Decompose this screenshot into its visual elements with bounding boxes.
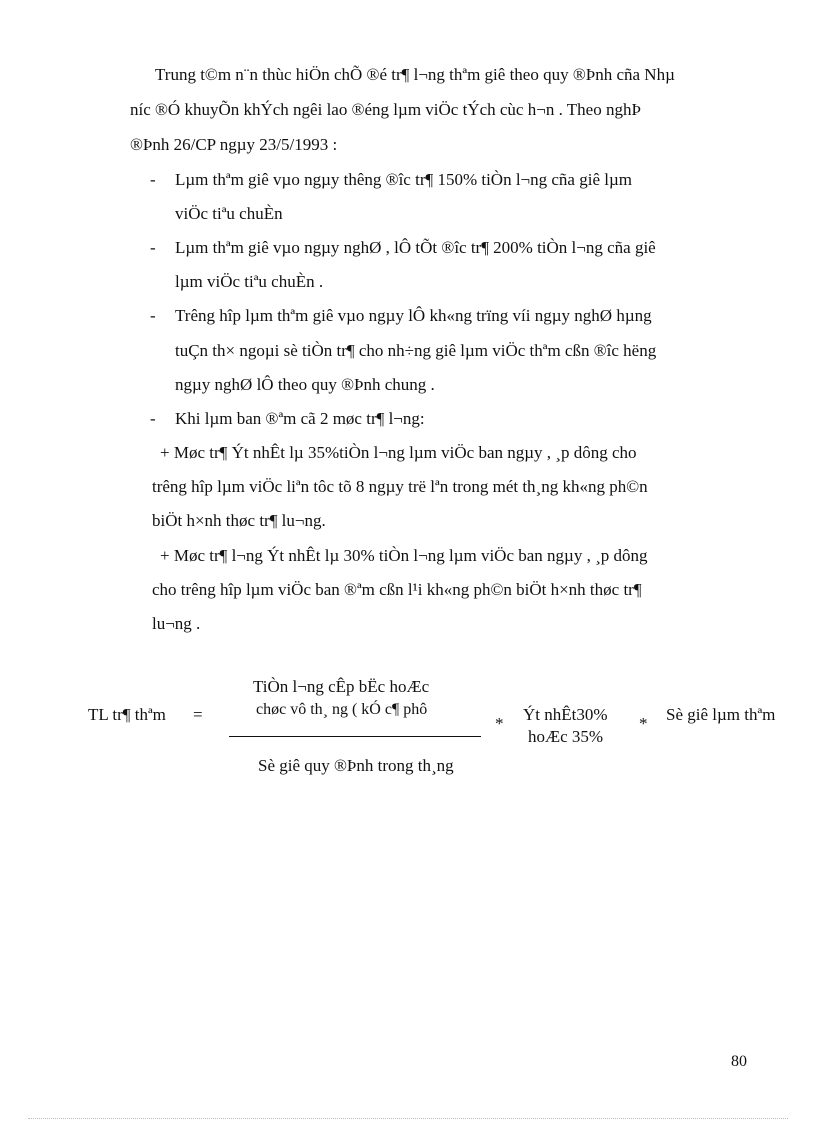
bullet-dash: - (150, 409, 156, 428)
formula-lhs: TL tr¶ thªm (88, 705, 166, 724)
bullet-dash: - (150, 170, 156, 189)
plus-1-line-1: + Møc tr¶ Ýt nhÊt lµ 35%tiÒn l¬ng lµm viÖc ban ngµy , ¸p dông cho (160, 443, 637, 462)
formula-times-1: * (495, 714, 504, 733)
formula-times-2: * (639, 714, 648, 733)
bullet-3-line-2: tuÇn th× ngoµi sè tiÒn tr¶ cho nh÷ng giê lµm viÖc thªm cßn ®îc hëng (175, 341, 657, 360)
formula-rate-line-2: hoÆc 35% (528, 727, 604, 746)
intro-line-1: Trung t©m n¨n thùc hiÖn chÕ ®é tr¶ l¬ng thªm giê theo quy ®Þnh cña Nhµ (155, 65, 675, 84)
bullet-4-line-1: Khi lµm ban ®ªm cã 2 møc tr¶ l¬ng: (175, 409, 425, 428)
bullet-2-line-2: lµm viÖc tiªu chuÈn . (175, 272, 324, 291)
bullet-dash: - (150, 238, 156, 257)
fraction-bar (229, 736, 481, 737)
plus-1-line-2: trêng hîp lµm viÖc liªn tôc tõ 8 ngµy trë lªn trong mét th¸ng kh«ng ph©n (152, 477, 648, 496)
bullet-dash: - (150, 306, 156, 325)
intro-line-3: ®Þnh 26/CP ngµy 23/5/1993 : (130, 135, 338, 154)
formula-denominator: Sè giê quy ®Þnh trong th¸ng (258, 756, 454, 775)
formula-rate-line-1: Ýt nhÊt30% (523, 705, 608, 724)
formula-hours: Sè giê lµm thªm (666, 705, 776, 724)
plus-2-line-3: lu¬ng . (152, 614, 201, 633)
bullet-1-line-2: viÖc tiªu chuÈn (175, 204, 283, 223)
formula-equals: = (193, 705, 203, 724)
plus-2-line-1: + Møc tr¶ l¬ng Ýt nhÊt lµ 30% tiÒn l¬ng lµm viÖc ban ngµy , ¸p dông (160, 546, 648, 565)
bullet-3-line-1: Trêng hîp lµm thªm giê vµo ngµy lÔ kh«ng trïng víi ngµy nghØ hµng (175, 306, 652, 325)
formula-numerator-line-1: TiÒn l¬ng cÊp bËc hoÆc (253, 677, 430, 696)
bullet-3-line-3: ngµy nghØ lÔ theo quy ®Þnh chung . (175, 375, 435, 394)
formula-numerator-line-2: chøc vô th¸ ng ( kÓ c¶ phô (256, 701, 428, 718)
bullet-2-line-1: Lµm thªm giê vµo ngµy nghØ , lÔ tÕt ®îc tr¶ 200% tiÒn l¬ng cña giê (175, 238, 656, 257)
intro-line-2: níc ®Ó khuyÕn khÝch ngêi lao ®éng lµm viÖc tÝch cùc h¬n . Theo nghÞ (130, 100, 641, 119)
plus-1-line-3: biÖt h×nh thøc tr¶ lu¬ng. (152, 511, 326, 530)
plus-2-line-2: cho trêng hîp lµm viÖc ban ®ªm cßn l¹i kh«ng ph©n biÖt h×nh thøc tr¶ (152, 580, 642, 599)
page-number: 80 (731, 1053, 747, 1070)
page-bottom-rule (28, 1118, 788, 1119)
bullet-1-line-1: Lµm thªm giê vµo ngµy thêng ®îc tr¶ 150% tiÒn l¬ng cña giê lµm (175, 170, 632, 189)
